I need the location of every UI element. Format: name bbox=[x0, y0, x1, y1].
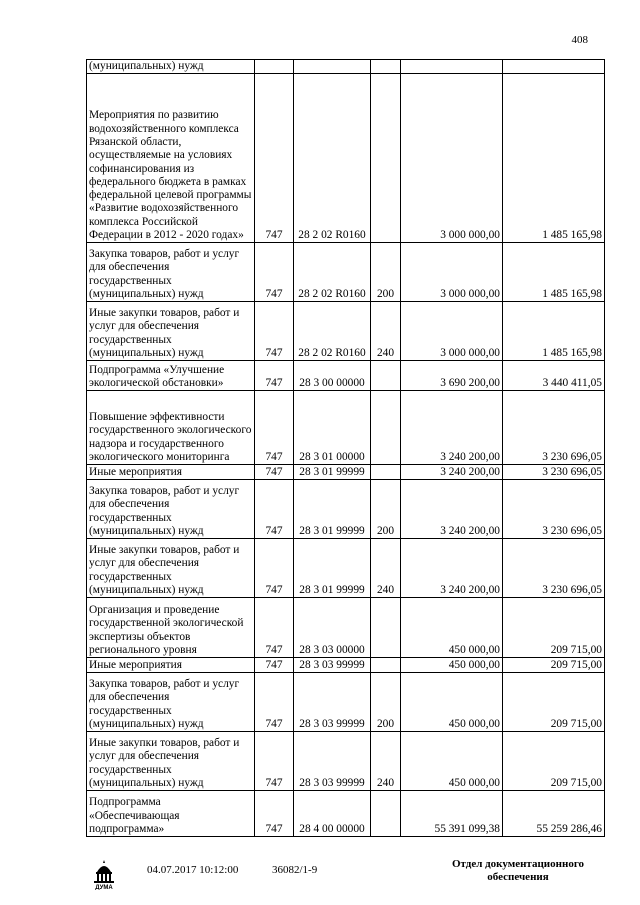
row-target-article: 28 3 03 99999 bbox=[294, 732, 371, 791]
row-expense-type: 200 bbox=[371, 480, 401, 539]
row-amount-executed bbox=[503, 60, 605, 74]
row-amount-planned: 3 240 200,00 bbox=[401, 465, 503, 480]
row-amount-executed: 1 485 165,98 bbox=[503, 74, 605, 243]
logo-lettering: ДУМА bbox=[95, 885, 113, 890]
row-amount-planned: 3 240 200,00 bbox=[401, 391, 503, 465]
row-amount-executed: 1 485 165,98 bbox=[503, 243, 605, 302]
row-amount-planned: 3 240 200,00 bbox=[401, 480, 503, 539]
row-name: Иные закупки товаров, работ и услуг для обеспечения государственных (муниципальных) нужд bbox=[87, 302, 255, 361]
table-row bbox=[87, 74, 605, 243]
row-department-code: 747 bbox=[255, 598, 294, 658]
row-name: Иные мероприятия bbox=[87, 465, 255, 480]
row-department-code: 747 bbox=[255, 361, 294, 391]
table-row bbox=[87, 465, 605, 480]
table-row bbox=[87, 480, 605, 539]
row-amount-executed: 3 230 696,05 bbox=[503, 465, 605, 480]
row-expense-type: 240 bbox=[371, 302, 401, 361]
row-amount-planned: 3 000 000,00 bbox=[401, 243, 503, 302]
row-target-article: 28 4 00 00000 bbox=[294, 791, 371, 837]
row-expense-type bbox=[371, 60, 401, 74]
row-amount-planned bbox=[401, 60, 503, 74]
row-amount-planned: 450 000,00 bbox=[401, 673, 503, 732]
table-row bbox=[87, 658, 605, 673]
row-amount-executed: 3 230 696,05 bbox=[503, 539, 605, 598]
row-target-article: 28 3 03 99999 bbox=[294, 658, 371, 673]
table-row bbox=[87, 732, 605, 791]
row-target-article bbox=[294, 60, 371, 74]
row-expense-type: 200 bbox=[371, 243, 401, 302]
row-department-code: 747 bbox=[255, 539, 294, 598]
table-row bbox=[87, 539, 605, 598]
footer-department bbox=[438, 858, 598, 884]
footer-department-line1: Отдел документационного bbox=[451, 858, 585, 870]
row-target-article: 28 3 03 99999 bbox=[294, 673, 371, 732]
footer-department-line2: обеспечения bbox=[487, 871, 549, 883]
page-number: 408 bbox=[571, 34, 588, 46]
row-expense-type: 240 bbox=[371, 539, 401, 598]
row-department-code: 747 bbox=[255, 480, 294, 539]
row-amount-planned: 450 000,00 bbox=[401, 658, 503, 673]
table-row bbox=[87, 673, 605, 732]
row-name: Подпрограмма «Обеспечивающая подпрограмма» bbox=[87, 791, 255, 837]
row-department-code bbox=[255, 60, 294, 74]
row-name: Иные закупки товаров, работ и услуг для обеспечения государственных (муниципальных) нужд bbox=[87, 732, 255, 791]
table-row bbox=[87, 60, 605, 74]
row-department-code: 747 bbox=[255, 732, 294, 791]
footer-doc-code: 36082/1-9 bbox=[272, 864, 318, 876]
row-expense-type bbox=[371, 361, 401, 391]
row-amount-executed: 3 230 696,05 bbox=[503, 480, 605, 539]
row-amount-executed: 209 715,00 bbox=[503, 673, 605, 732]
row-expense-type bbox=[371, 74, 401, 243]
row-amount-planned: 3 000 000,00 bbox=[401, 74, 503, 243]
footer-datetime: 04.07.2017 10:12:00 bbox=[147, 864, 239, 876]
row-expense-type: 240 bbox=[371, 732, 401, 791]
row-expense-type bbox=[371, 791, 401, 837]
row-department-code: 747 bbox=[255, 74, 294, 243]
row-amount-planned: 3 240 200,00 bbox=[401, 539, 503, 598]
row-expense-type: 200 bbox=[371, 673, 401, 732]
row-amount-executed: 209 715,00 bbox=[503, 658, 605, 673]
row-target-article: 28 3 00 00000 bbox=[294, 361, 371, 391]
row-target-article: 28 2 02 R0160 bbox=[294, 243, 371, 302]
row-name: (муниципальных) нужд bbox=[87, 60, 255, 74]
table-row bbox=[87, 361, 605, 391]
row-amount-executed: 3 230 696,05 bbox=[503, 391, 605, 465]
row-name: Мероприятия по развитию водохозяйственного комплекса Рязанской области, осуществляемые на условиях софинансирования из федерального бюджета в рамках федеральной целевой программы «Развитие водохозяйственного комплекса Российской Федерации в 2012 - 2020 годах» bbox=[87, 74, 255, 243]
row-name: Организация и проведение государственной экологической экспертизы объектов регионального уровня bbox=[87, 598, 255, 658]
row-expense-type bbox=[371, 391, 401, 465]
row-expense-type bbox=[371, 658, 401, 673]
row-amount-planned: 450 000,00 bbox=[401, 732, 503, 791]
table-row bbox=[87, 791, 605, 837]
row-name: Повышение эффективности государственного экологического надзора и государственного экологического мониторинга bbox=[87, 391, 255, 465]
row-amount-executed: 1 485 165,98 bbox=[503, 302, 605, 361]
row-target-article: 28 3 01 99999 bbox=[294, 539, 371, 598]
row-department-code: 747 bbox=[255, 673, 294, 732]
row-name: Закупка товаров, работ и услуг для обеспечения государственных (муниципальных) нужд bbox=[87, 243, 255, 302]
duma-emblem-icon bbox=[92, 858, 116, 890]
row-amount-executed: 209 715,00 bbox=[503, 732, 605, 791]
row-name: Иные мероприятия bbox=[87, 658, 255, 673]
row-department-code: 747 bbox=[255, 302, 294, 361]
table-row bbox=[87, 243, 605, 302]
row-expense-type bbox=[371, 598, 401, 658]
row-name: Закупка товаров, работ и услуг для обеспечения государственных (муниципальных) нужд bbox=[87, 480, 255, 539]
row-department-code: 747 bbox=[255, 658, 294, 673]
row-target-article: 28 3 01 99999 bbox=[294, 480, 371, 539]
row-target-article: 28 3 03 00000 bbox=[294, 598, 371, 658]
row-target-article: 28 2 02 R0160 bbox=[294, 302, 371, 361]
row-name: Закупка товаров, работ и услуг для обеспечения государственных (муниципальных) нужд bbox=[87, 673, 255, 732]
table-row bbox=[87, 391, 605, 465]
row-amount-planned: 3 000 000,00 bbox=[401, 302, 503, 361]
row-name: Иные закупки товаров, работ и услуг для обеспечения государственных (муниципальных) нужд bbox=[87, 539, 255, 598]
row-department-code: 747 bbox=[255, 465, 294, 480]
row-department-code: 747 bbox=[255, 791, 294, 837]
table-row bbox=[87, 302, 605, 361]
row-target-article: 28 3 01 99999 bbox=[294, 465, 371, 480]
budget-table bbox=[86, 59, 605, 837]
row-name: Подпрограмма «Улучшение экологической обстановки» bbox=[87, 361, 255, 391]
row-expense-type bbox=[371, 465, 401, 480]
row-amount-executed: 3 440 411,05 bbox=[503, 361, 605, 391]
row-amount-executed: 209 715,00 bbox=[503, 598, 605, 658]
row-target-article: 28 2 02 R0160 bbox=[294, 74, 371, 243]
row-amount-executed: 55 259 286,46 bbox=[503, 791, 605, 837]
row-amount-planned: 450 000,00 bbox=[401, 598, 503, 658]
row-amount-planned: 3 690 200,00 bbox=[401, 361, 503, 391]
row-target-article: 28 3 01 00000 bbox=[294, 391, 371, 465]
row-amount-planned: 55 391 099,38 bbox=[401, 791, 503, 837]
table-row bbox=[87, 598, 605, 658]
row-department-code: 747 bbox=[255, 391, 294, 465]
row-department-code: 747 bbox=[255, 243, 294, 302]
